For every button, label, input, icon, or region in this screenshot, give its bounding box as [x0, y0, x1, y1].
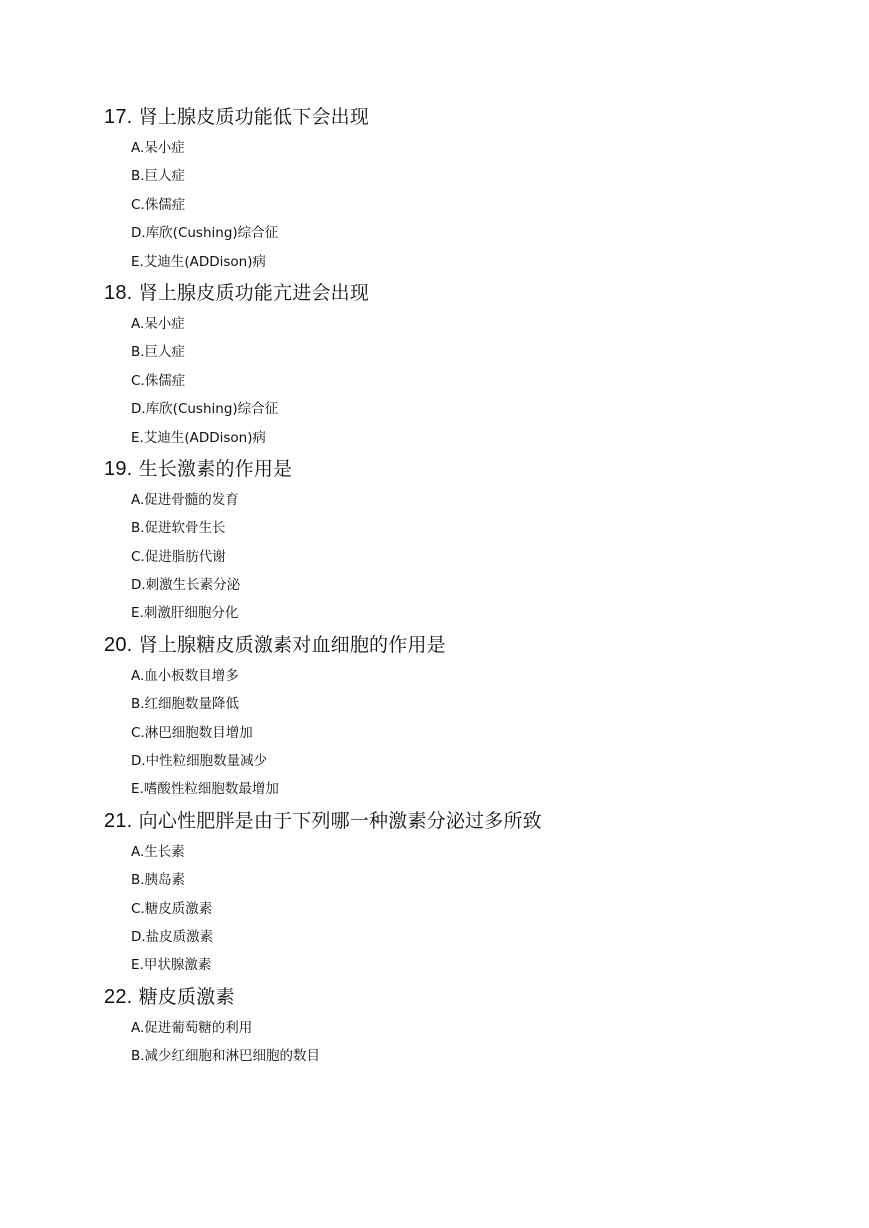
option-a: A.呆小症 [131, 140, 185, 156]
option-list [104, 310, 824, 452]
option-b: B.巨人症 [131, 344, 186, 361]
option-d: D.库欣(Cushing)综合征 [131, 401, 279, 418]
question-19 [104, 452, 824, 628]
option-b: B.红细胞数量降低 [131, 696, 240, 713]
question-number: 20. [104, 633, 133, 656]
question-title [104, 980, 824, 1014]
question-22 [104, 980, 824, 1071]
option-c: C.糖皮质激素 [131, 900, 213, 917]
question-title [104, 628, 824, 662]
question-title [104, 804, 824, 838]
question-number: 19. [104, 457, 133, 480]
question-text: 肾上腺皮质功能低下会出现 [138, 106, 370, 128]
option-c: C.淋巴细胞数目增加 [131, 724, 253, 741]
option-d: D.盐皮质激素 [131, 928, 214, 945]
question-21 [104, 804, 824, 980]
question-title [104, 100, 824, 134]
option-d: D.库欣(Cushing)综合征 [131, 225, 279, 242]
question-text: 向心性肥胖是由于下列哪一种激素分泌过多所致 [138, 809, 542, 832]
option-list [104, 838, 824, 980]
option-e: E.刺激肝细胞分化 [131, 605, 239, 622]
option-a: A.血小板数目增多 [131, 667, 239, 684]
option-e: E.甲状腺激素 [131, 957, 212, 974]
option-c: C.侏儒症 [131, 372, 186, 389]
question-number: 22. [104, 985, 133, 1008]
question-18 [104, 276, 824, 452]
option-c: C.侏儒症 [131, 196, 186, 213]
option-e: E.艾迪生(ADDison)病 [131, 253, 266, 270]
question-number: 17. [104, 106, 133, 128]
question-17 [104, 100, 824, 276]
option-b: B.减少红细胞和淋巴细胞的数目 [131, 1048, 321, 1065]
question-20 [104, 628, 824, 804]
option-list [104, 662, 824, 804]
option-a: A.呆小症 [131, 315, 185, 332]
option-list [104, 1014, 824, 1071]
option-b: B.促进软骨生长 [131, 520, 226, 537]
question-number: 21. [104, 809, 133, 832]
option-e: E.艾迪生(ADDison)病 [131, 429, 266, 446]
option-b: B.胰岛素 [131, 872, 186, 889]
question-text: 肾上腺糖皮质激素对血细胞的作用是 [138, 633, 446, 656]
option-list [104, 486, 824, 628]
question-text: 糖皮质激素 [138, 985, 235, 1008]
option-a: A.生长素 [131, 843, 185, 860]
option-d: D.中性粒细胞数量减少 [131, 753, 268, 770]
question-title [104, 452, 824, 486]
question-text: 生长激素的作用是 [138, 457, 293, 480]
option-c: C.促进脂肪代谢 [131, 548, 226, 565]
question-list [104, 100, 824, 1071]
option-d: D.刺激生长素分泌 [131, 577, 241, 594]
option-a: A.促进葡萄糖的利用 [131, 1019, 253, 1036]
option-list [104, 134, 824, 276]
option-a: A.促进骨髓的发育 [131, 491, 239, 508]
question-number: 18. [104, 281, 133, 304]
option-e: E.嗜酸性粒细胞数最增加 [131, 781, 279, 798]
question-title [104, 276, 824, 310]
question-text: 肾上腺皮质功能亢进会出现 [138, 281, 370, 304]
option-b: B.巨人症 [131, 168, 186, 185]
